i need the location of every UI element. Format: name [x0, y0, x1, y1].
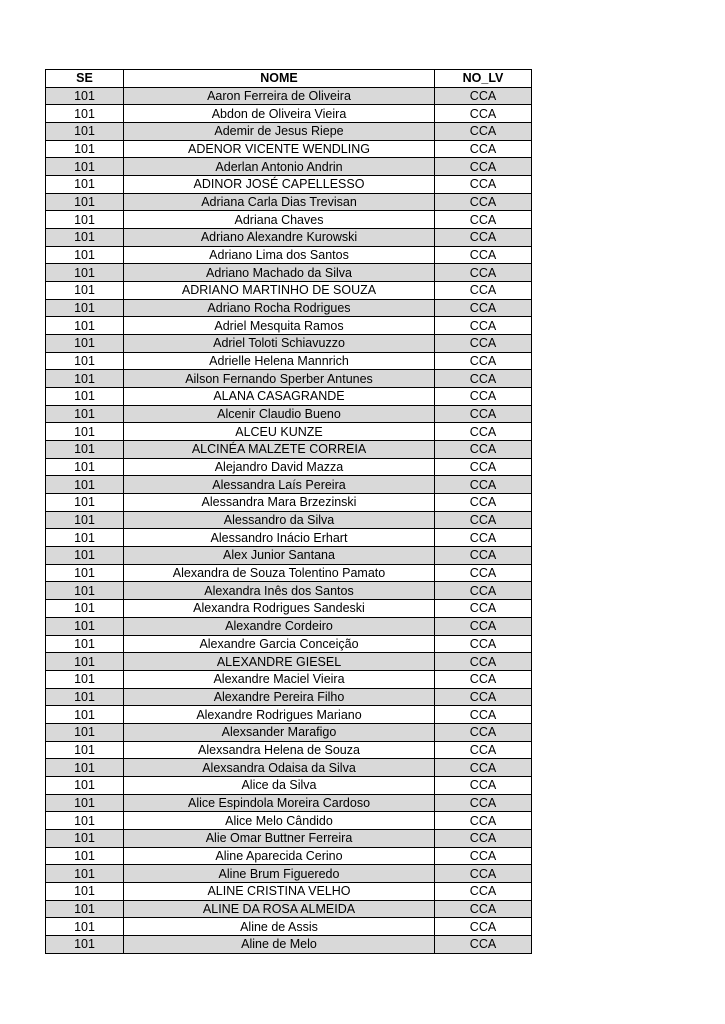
cell-no-lv: CCA — [435, 494, 532, 512]
cell-nome: Alex Junior Santana — [124, 547, 435, 565]
cell-nome: Aline de Assis — [124, 918, 435, 936]
cell-no-lv: CCA — [435, 370, 532, 388]
cell-se: 101 — [46, 193, 124, 211]
cell-se: 101 — [46, 882, 124, 900]
cell-no-lv: CCA — [435, 352, 532, 370]
cell-nome: Alessandra Laís Pereira — [124, 476, 435, 494]
table-row — [46, 494, 532, 512]
table-row — [46, 918, 532, 936]
cell-se: 101 — [46, 123, 124, 141]
cell-no-lv: CCA — [435, 317, 532, 335]
table-row — [46, 211, 532, 229]
cell-se: 101 — [46, 670, 124, 688]
cell-nome: Ailson Fernando Sperber Antunes — [124, 370, 435, 388]
cell-nome: Alexandra Rodrigues Sandeski — [124, 600, 435, 618]
cell-no-lv: CCA — [435, 865, 532, 883]
table-row — [46, 812, 532, 830]
cell-nome: Alie Omar Buttner Ferreira — [124, 829, 435, 847]
cell-nome: Alice Espindola Moreira Cardoso — [124, 794, 435, 812]
cell-no-lv: CCA — [435, 529, 532, 547]
table-row — [46, 317, 532, 335]
table-header — [46, 70, 532, 88]
cell-nome: ALCEU KUNZE — [124, 423, 435, 441]
cell-se: 101 — [46, 441, 124, 459]
table-row — [46, 847, 532, 865]
table-row — [46, 105, 532, 123]
table-row — [46, 582, 532, 600]
cell-nome: ADINOR JOSÉ CAPELLESSO — [124, 176, 435, 194]
cell-no-lv: CCA — [435, 706, 532, 724]
cell-se: 101 — [46, 706, 124, 724]
column-header-se: SE — [46, 70, 124, 88]
table-row — [46, 423, 532, 441]
cell-se: 101 — [46, 405, 124, 423]
table-row — [46, 176, 532, 194]
cell-se: 101 — [46, 741, 124, 759]
cell-nome: Alice da Silva — [124, 776, 435, 794]
cell-nome: Alexandre Garcia Conceição — [124, 635, 435, 653]
cell-se: 101 — [46, 635, 124, 653]
table-row — [46, 600, 532, 618]
cell-nome: ADRIANO MARTINHO DE SOUZA — [124, 282, 435, 300]
table-row — [46, 882, 532, 900]
table-row — [46, 529, 532, 547]
cell-no-lv: CCA — [435, 335, 532, 353]
cell-nome: Aaron Ferreira de Oliveira — [124, 87, 435, 105]
cell-nome: Alejandro David Mazza — [124, 458, 435, 476]
cell-no-lv: CCA — [435, 918, 532, 936]
header-row — [46, 70, 532, 88]
cell-no-lv: CCA — [435, 87, 532, 105]
cell-se: 101 — [46, 847, 124, 865]
cell-se: 101 — [46, 776, 124, 794]
cell-no-lv: CCA — [435, 105, 532, 123]
table-row — [46, 865, 532, 883]
cell-no-lv: CCA — [435, 900, 532, 918]
table-row — [46, 87, 532, 105]
data-table — [45, 69, 532, 954]
table-row — [46, 476, 532, 494]
cell-se: 101 — [46, 935, 124, 953]
cell-se: 101 — [46, 476, 124, 494]
cell-se: 101 — [46, 918, 124, 936]
cell-no-lv: CCA — [435, 794, 532, 812]
cell-nome: Aline Aparecida Cerino — [124, 847, 435, 865]
cell-nome: Adriana Chaves — [124, 211, 435, 229]
cell-no-lv: CCA — [435, 670, 532, 688]
cell-no-lv: CCA — [435, 617, 532, 635]
cell-nome: ADENOR VICENTE WENDLING — [124, 140, 435, 158]
table-row — [46, 547, 532, 565]
cell-no-lv: CCA — [435, 282, 532, 300]
cell-no-lv: CCA — [435, 829, 532, 847]
cell-nome: Alexsandra Odaisa da Silva — [124, 759, 435, 777]
table-row — [46, 935, 532, 953]
cell-se: 101 — [46, 176, 124, 194]
cell-se: 101 — [46, 653, 124, 671]
cell-se: 101 — [46, 335, 124, 353]
cell-no-lv: CCA — [435, 600, 532, 618]
table-row — [46, 794, 532, 812]
cell-no-lv: CCA — [435, 299, 532, 317]
cell-no-lv: CCA — [435, 564, 532, 582]
cell-no-lv: CCA — [435, 653, 532, 671]
cell-nome: Ademir de Jesus Riepe — [124, 123, 435, 141]
cell-se: 101 — [46, 688, 124, 706]
cell-nome: Adriano Machado da Silva — [124, 264, 435, 282]
cell-se: 101 — [46, 511, 124, 529]
cell-se: 101 — [46, 564, 124, 582]
cell-nome: Alexandra Inês dos Santos — [124, 582, 435, 600]
cell-se: 101 — [46, 600, 124, 618]
cell-no-lv: CCA — [435, 123, 532, 141]
cell-se: 101 — [46, 547, 124, 565]
cell-no-lv: CCA — [435, 723, 532, 741]
cell-nome: Alexandra de Souza Tolentino Pamato — [124, 564, 435, 582]
cell-se: 101 — [46, 458, 124, 476]
cell-nome: Alexandre Cordeiro — [124, 617, 435, 635]
table-row — [46, 299, 532, 317]
cell-no-lv: CCA — [435, 582, 532, 600]
cell-no-lv: CCA — [435, 812, 532, 830]
cell-nome: ALANA CASAGRANDE — [124, 388, 435, 406]
cell-nome: Alexsandra Helena de Souza — [124, 741, 435, 759]
table-row — [46, 123, 532, 141]
cell-no-lv: CCA — [435, 140, 532, 158]
cell-no-lv: CCA — [435, 246, 532, 264]
cell-se: 101 — [46, 229, 124, 247]
cell-se: 101 — [46, 282, 124, 300]
table-row — [46, 140, 532, 158]
cell-no-lv: CCA — [435, 211, 532, 229]
cell-se: 101 — [46, 246, 124, 264]
table-row — [46, 670, 532, 688]
cell-nome: ALCINÉA MALZETE CORREIA — [124, 441, 435, 459]
cell-se: 101 — [46, 105, 124, 123]
cell-no-lv: CCA — [435, 229, 532, 247]
cell-se: 101 — [46, 900, 124, 918]
cell-nome: Alexandre Pereira Filho — [124, 688, 435, 706]
cell-nome: Aderlan Antonio Andrin — [124, 158, 435, 176]
table-row — [46, 405, 532, 423]
cell-nome: Adriano Alexandre Kurowski — [124, 229, 435, 247]
cell-nome: Alexsander Marafigo — [124, 723, 435, 741]
cell-se: 101 — [46, 723, 124, 741]
cell-se: 101 — [46, 794, 124, 812]
cell-nome: Aline de Melo — [124, 935, 435, 953]
cell-nome: Adriano Rocha Rodrigues — [124, 299, 435, 317]
cell-nome: Alcenir Claudio Bueno — [124, 405, 435, 423]
column-header-no-lv: NO_LV — [435, 70, 532, 88]
table-row — [46, 564, 532, 582]
cell-no-lv: CCA — [435, 158, 532, 176]
cell-no-lv: CCA — [435, 776, 532, 794]
cell-se: 101 — [46, 423, 124, 441]
cell-nome: Alessandro Inácio Erhart — [124, 529, 435, 547]
table-row — [46, 653, 532, 671]
cell-no-lv: CCA — [435, 759, 532, 777]
table-row — [46, 776, 532, 794]
table-row — [46, 193, 532, 211]
cell-se: 101 — [46, 370, 124, 388]
cell-no-lv: CCA — [435, 547, 532, 565]
cell-no-lv: CCA — [435, 458, 532, 476]
table-row — [46, 511, 532, 529]
cell-se: 101 — [46, 140, 124, 158]
table-row — [46, 759, 532, 777]
cell-se: 101 — [46, 211, 124, 229]
table-row — [46, 246, 532, 264]
table-row — [46, 829, 532, 847]
table-row — [46, 688, 532, 706]
cell-se: 101 — [46, 299, 124, 317]
cell-no-lv: CCA — [435, 511, 532, 529]
table-row — [46, 900, 532, 918]
cell-se: 101 — [46, 317, 124, 335]
cell-nome: Alexandre Maciel Vieira — [124, 670, 435, 688]
cell-nome: Adriel Toloti Schiavuzzo — [124, 335, 435, 353]
cell-no-lv: CCA — [435, 688, 532, 706]
cell-nome: Aline Brum Figueredo — [124, 865, 435, 883]
cell-no-lv: CCA — [435, 635, 532, 653]
cell-no-lv: CCA — [435, 388, 532, 406]
cell-se: 101 — [46, 812, 124, 830]
cell-no-lv: CCA — [435, 882, 532, 900]
cell-se: 101 — [46, 582, 124, 600]
cell-no-lv: CCA — [435, 741, 532, 759]
cell-nome: Alessandro da Silva — [124, 511, 435, 529]
cell-nome: Adriana Carla Dias Trevisan — [124, 193, 435, 211]
table-row — [46, 617, 532, 635]
table-row — [46, 441, 532, 459]
table-row — [46, 370, 532, 388]
cell-se: 101 — [46, 759, 124, 777]
cell-nome: Adriano Lima dos Santos — [124, 246, 435, 264]
table-row — [46, 158, 532, 176]
cell-nome: ALINE CRISTINA VELHO — [124, 882, 435, 900]
cell-se: 101 — [46, 158, 124, 176]
cell-no-lv: CCA — [435, 264, 532, 282]
cell-nome: Alexandre Rodrigues Mariano — [124, 706, 435, 724]
cell-se: 101 — [46, 352, 124, 370]
cell-no-lv: CCA — [435, 423, 532, 441]
cell-no-lv: CCA — [435, 441, 532, 459]
table-row — [46, 458, 532, 476]
cell-no-lv: CCA — [435, 476, 532, 494]
cell-nome: Alice Melo Cândido — [124, 812, 435, 830]
table-row — [46, 282, 532, 300]
cell-nome: Alessandra Mara Brzezinski — [124, 494, 435, 512]
table-row — [46, 352, 532, 370]
cell-nome: Adrielle Helena Mannrich — [124, 352, 435, 370]
table-row — [46, 229, 532, 247]
cell-se: 101 — [46, 494, 124, 512]
cell-nome: ALEXANDRE GIESEL — [124, 653, 435, 671]
cell-nome: ALINE DA ROSA ALMEIDA — [124, 900, 435, 918]
cell-se: 101 — [46, 617, 124, 635]
cell-no-lv: CCA — [435, 176, 532, 194]
cell-se: 101 — [46, 388, 124, 406]
table-row — [46, 706, 532, 724]
cell-nome: Abdon de Oliveira Vieira — [124, 105, 435, 123]
table-row — [46, 741, 532, 759]
cell-no-lv: CCA — [435, 193, 532, 211]
table-row — [46, 335, 532, 353]
column-header-nome: NOME — [124, 70, 435, 88]
cell-nome: Adriel Mesquita Ramos — [124, 317, 435, 335]
table-body — [46, 87, 532, 953]
cell-no-lv: CCA — [435, 405, 532, 423]
table-row — [46, 264, 532, 282]
cell-se: 101 — [46, 529, 124, 547]
table-row — [46, 723, 532, 741]
table-row — [46, 635, 532, 653]
cell-no-lv: CCA — [435, 847, 532, 865]
cell-se: 101 — [46, 829, 124, 847]
cell-se: 101 — [46, 264, 124, 282]
table-row — [46, 388, 532, 406]
cell-se: 101 — [46, 87, 124, 105]
cell-se: 101 — [46, 865, 124, 883]
cell-no-lv: CCA — [435, 935, 532, 953]
